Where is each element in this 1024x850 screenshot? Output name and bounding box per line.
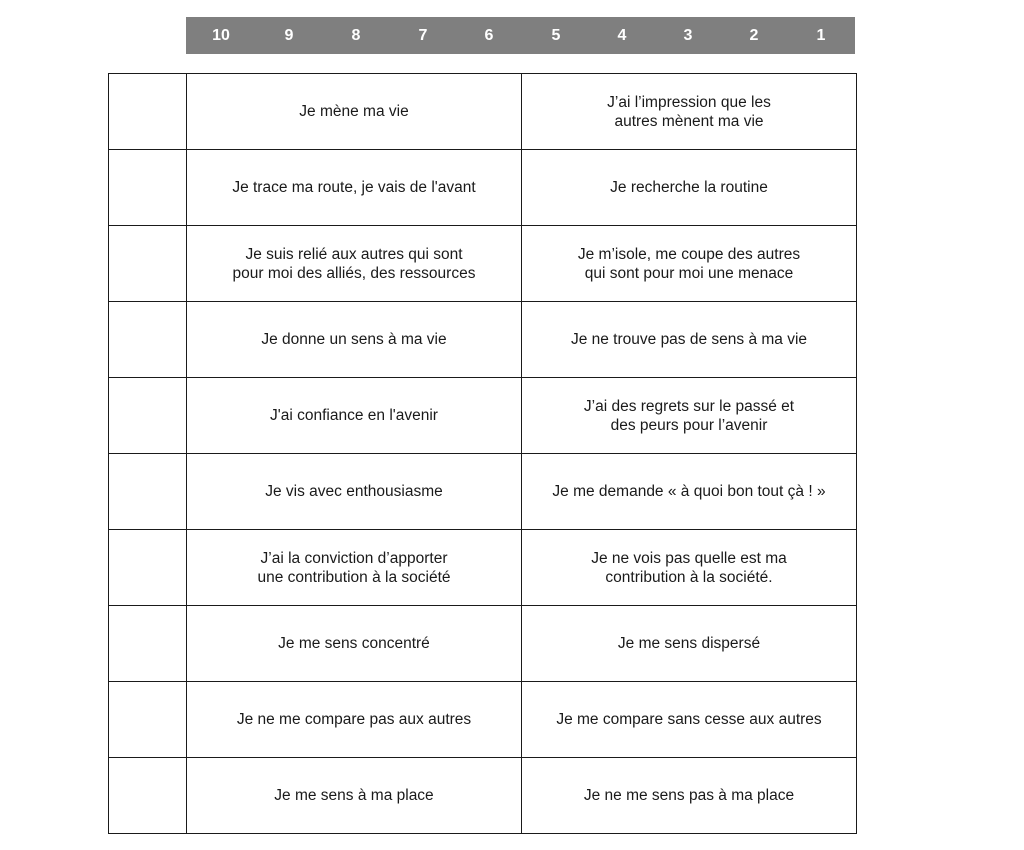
score-cell[interactable]	[109, 226, 187, 302]
table-row	[109, 302, 857, 378]
rating-scale-header	[186, 17, 855, 54]
positive-statement: Je mène ma vie	[187, 74, 522, 150]
table-row	[109, 74, 857, 150]
positive-statement: Je me sens concentré	[187, 606, 522, 682]
positive-statement: Je vis avec enthousiasme	[187, 454, 522, 530]
scale-value: 1	[816, 27, 826, 44]
table-row	[109, 606, 857, 682]
negative-statement: Je me compare sans cesse aux autres	[522, 682, 857, 758]
scale-value: 9	[284, 27, 294, 44]
negative-statement: Je ne me sens pas à ma place	[522, 758, 857, 834]
scale-value: 8	[351, 27, 361, 44]
positive-statement: Je donne un sens à ma vie	[187, 302, 522, 378]
negative-statement: Je m’isole, me coupe des autres qui sont pour moi une menace	[522, 226, 857, 302]
positive-statement: J'ai confiance en l'avenir	[187, 378, 522, 454]
positive-statement: Je ne me compare pas aux autres	[187, 682, 522, 758]
table-row	[109, 150, 857, 226]
scale-value: 2	[749, 27, 759, 44]
score-cell[interactable]	[109, 606, 187, 682]
scale-value: 10	[212, 27, 230, 44]
negative-statement: Je ne trouve pas de sens à ma vie	[522, 302, 857, 378]
positive-statement: J’ai la conviction d’apporter une contribution à la société	[187, 530, 522, 606]
table-row	[109, 530, 857, 606]
score-cell[interactable]	[109, 454, 187, 530]
negative-statement: J’ai l’impression que les autres mènent ma vie	[522, 74, 857, 150]
score-cell[interactable]	[109, 302, 187, 378]
table-row	[109, 378, 857, 454]
scale-value: 6	[484, 27, 494, 44]
negative-statement: Je recherche la routine	[522, 150, 857, 226]
positive-statement: Je trace ma route, je vais de l'avant	[187, 150, 522, 226]
positive-statement: Je suis relié aux autres qui sont pour moi des alliés, des ressources	[187, 226, 522, 302]
score-cell[interactable]	[109, 74, 187, 150]
score-cell[interactable]	[109, 682, 187, 758]
table-row	[109, 226, 857, 302]
table-row	[109, 682, 857, 758]
negative-statement: Je ne vois pas quelle est ma contribution à la société.	[522, 530, 857, 606]
negative-statement: Je me demande « à quoi bon tout çà ! »	[522, 454, 857, 530]
scale-value: 4	[617, 27, 627, 44]
table-row	[109, 454, 857, 530]
negative-statement: J’ai des regrets sur le passé et des peurs pour l’avenir	[522, 378, 857, 454]
scale-value: 3	[683, 27, 693, 44]
score-cell[interactable]	[109, 378, 187, 454]
scale-value: 5	[551, 27, 561, 44]
score-cell[interactable]	[109, 530, 187, 606]
score-cell[interactable]	[109, 150, 187, 226]
negative-statement: Je me sens dispersé	[522, 606, 857, 682]
positive-statement: Je me sens à ma place	[187, 758, 522, 834]
table-row	[109, 758, 857, 834]
scale-value: 7	[418, 27, 428, 44]
self-assessment-table	[108, 73, 857, 834]
score-cell[interactable]	[109, 758, 187, 834]
